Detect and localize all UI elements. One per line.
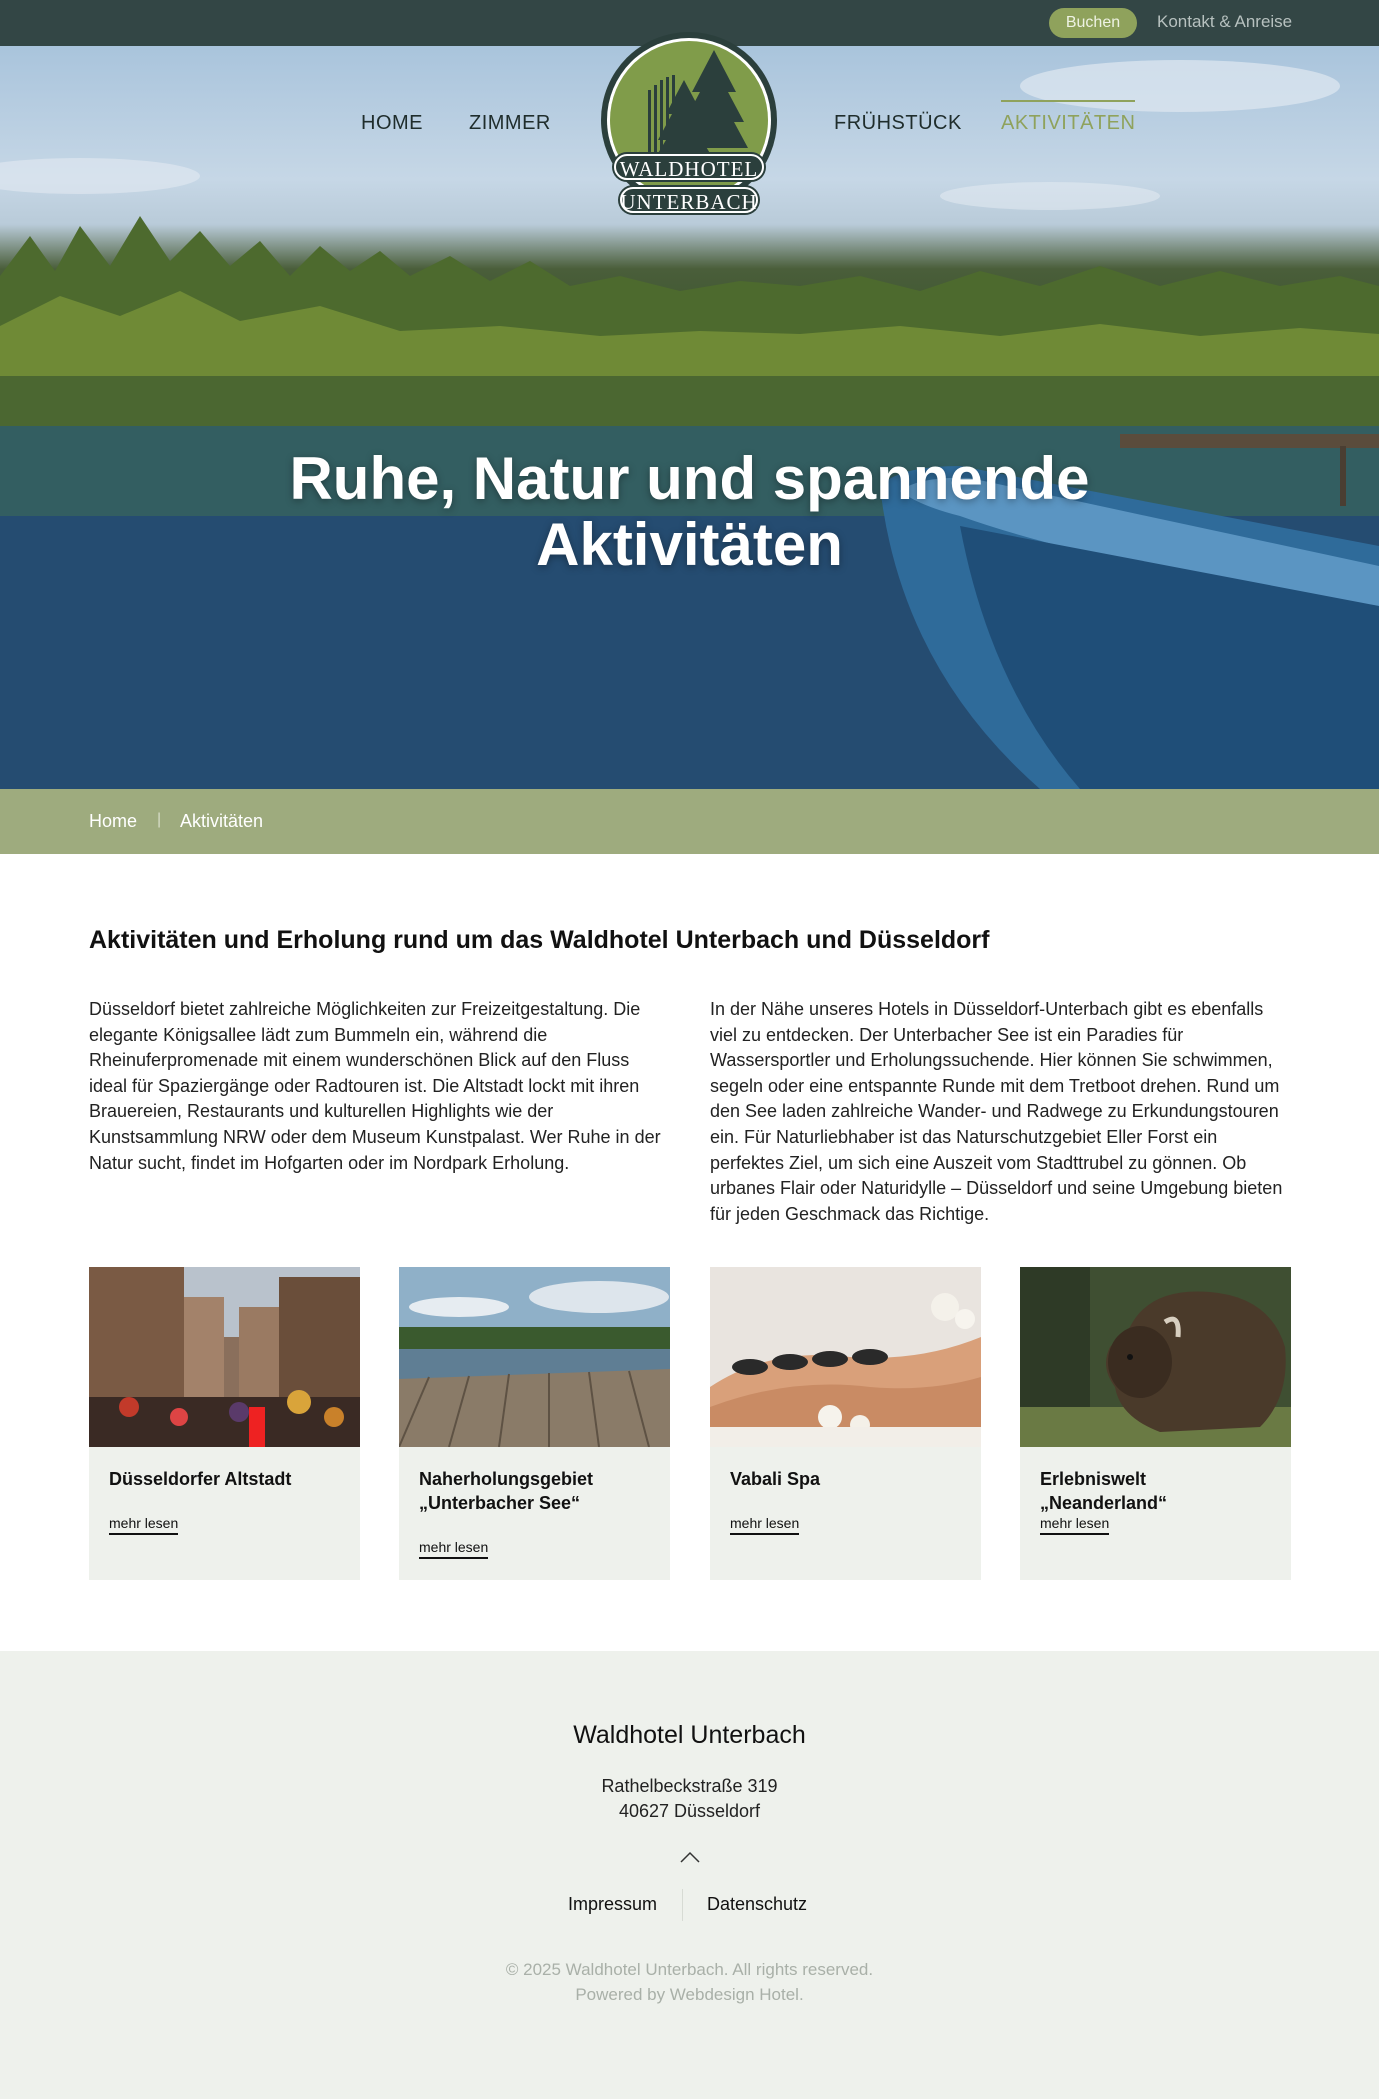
nav-home[interactable]: HOME	[361, 112, 423, 134]
nav-breakfast[interactable]: FRÜHSTÜCK	[834, 112, 962, 134]
card-image-spa	[710, 1267, 981, 1447]
card-title-spa: Vabali Spa	[730, 1469, 821, 1489]
footer-divider	[682, 1889, 683, 1921]
read-more-link-see[interactable]: mehr lesen	[419, 1539, 488, 1559]
nav-activities[interactable]: AKTIVITÄTEN	[1001, 100, 1135, 135]
card-image-see	[399, 1267, 670, 1447]
datenschutz-link[interactable]: Datenschutz	[707, 1894, 808, 1914]
read-more-link-altstadt[interactable]: mehr lesen	[109, 1515, 178, 1535]
breadcrumb-separator: |	[157, 811, 162, 828]
impressum-link[interactable]: Impressum	[568, 1894, 658, 1914]
logo-line2: UNTERBACH	[620, 190, 758, 214]
card-neanderland[interactable]	[1020, 1267, 1291, 1580]
read-more-link-neanderland[interactable]: mehr lesen	[1040, 1515, 1109, 1535]
lake-pier-image	[399, 1267, 670, 1447]
breadcrumb-home[interactable]: Home	[89, 811, 138, 831]
footer-hotel-name: Waldhotel Unterbach	[573, 1721, 806, 1749]
card-title-see: Naherholungsgebiet „Unterbacher See“	[419, 1469, 594, 1513]
intro-text-left: Düsseldorf bietet zahlreiche Möglichkeiten zur Freizeitgestaltung. Die elegante Königsallee lädt zum Bummeln ein, während die Rheinuferpromenade mit einem wunderschönen Blick auf den Fluss ideal für Spaziergänge oder Radtouren ist. Die Altstadt lockt mit ihren Brauereien, Restaurants und kulturellen Highlights wie der Kunstsammlung NRW oder dem Museum Kunstpalast. Wer Ruhe in der Natur sucht, findet im Hofgarten oder im Nordpark Erholung.	[89, 999, 661, 1173]
breadcrumb	[0, 789, 1379, 854]
book-button[interactable]: Buchen	[1049, 8, 1137, 38]
contact-link[interactable]: Kontakt & Anreise	[1157, 12, 1293, 31]
spa-stones-image	[710, 1267, 981, 1447]
card-vabali-spa[interactable]	[710, 1267, 981, 1580]
street-scene-image	[89, 1267, 360, 1447]
powered-by-link[interactable]: Powered by Webdesign Hotel.	[575, 1985, 804, 2004]
chevron-up-icon[interactable]	[679, 1850, 701, 1864]
card-unterbacher-see[interactable]	[399, 1267, 670, 1580]
footer-street: Rathelbeckstraße 319	[601, 1776, 778, 1796]
footer	[0, 1651, 1379, 2099]
page-heading: Aktivitäten und Erholung rund um das Waldhotel Unterbach und Düsseldorf	[89, 926, 990, 954]
footer-city: 40627 Düsseldorf	[618, 1801, 761, 1821]
card-title-neanderland: Erlebniswelt „Neanderland“	[1040, 1469, 1168, 1513]
card-altstadt[interactable]	[89, 1267, 360, 1580]
hero-title-line2: Aktivitäten	[536, 511, 843, 578]
read-more-link-spa[interactable]: mehr lesen	[730, 1515, 799, 1535]
hero-title-line1: Ruhe, Natur und spannende	[289, 445, 1090, 512]
intro-text-right: In der Nähe unseres Hotels in Düsseldorf-Unterbach gibt es ebenfalls viel zu entdecken. Der Unterbacher See ist ein Paradies für Wassersportler und Erholungssuchende. Hier können Sie schwimmen, segeln oder eine entspannte Runde mit dem Tretboot drehen. Rund um den See laden zahlreiche Wander- und Radwege zu Erkundungstouren ein. Für Naturliebhaber ist das Naturschutzgebiet Eller Forst ein perfektes Ziel, um sich eine Auszeit vom Stadttrubel zu gönnen. Ob urbanes Flair oder Naturidylle – Düsseldorf und seine Umgebung bieten für jeden Geschmack das Richtige.	[710, 999, 1283, 1224]
hotel-logo[interactable]	[596, 30, 782, 220]
nav-rooms[interactable]: ZIMMER	[469, 112, 551, 134]
bison-image	[1020, 1267, 1291, 1447]
breadcrumb-current: Aktivitäten	[180, 811, 264, 831]
card-image-altstadt	[89, 1267, 360, 1447]
hero-title	[0, 446, 1379, 578]
card-image-neanderland	[1020, 1267, 1291, 1447]
card-title-altstadt: Düsseldorfer Altstadt	[109, 1469, 292, 1489]
logo-line1: WALDHOTEL	[619, 157, 759, 181]
copyright-text: © 2025 Waldhotel Unterbach. All rights reserved.	[505, 1960, 874, 1979]
